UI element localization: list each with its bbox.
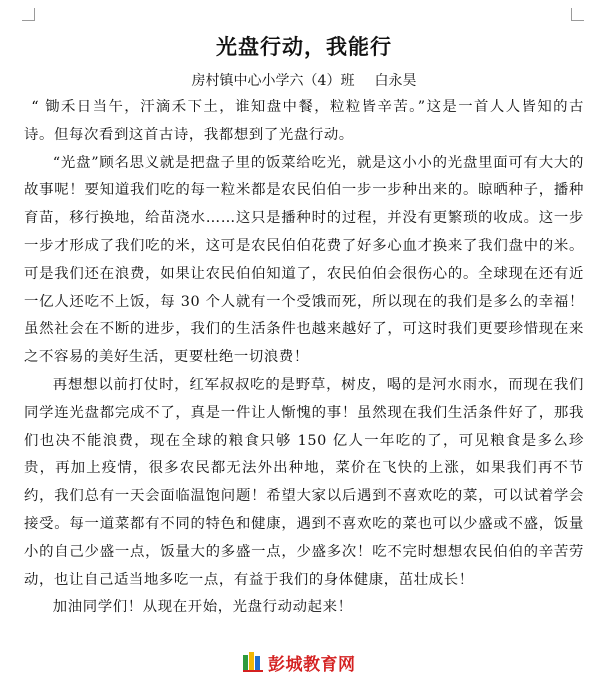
paragraph-1: “ 锄禾日当午，汗滴禾下土，谁知盘中餐，粒粒皆辛苦。”这是一首人人皆知的古诗。但每次看到这首古诗，我都想到了光盘行动。 xyxy=(24,99,584,143)
byline-school-class: 房村镇中心小学六（4）班 xyxy=(191,73,355,89)
paragraph-2: “光盘”顾名思义就是把盘子里的饭菜给吃光，就是这小小的光盘里面可有大大的故事呢！要知道我们吃的每一粒米都是农民伯伯一步一步种出来的。晾晒种子，播种育苗，移行换地，给苗浇水……这只是播种时的过程，并没有更繁琐的收成。这一步一步才形成了我们吃的米，这可是农民伯伯花费了好多心血才换来了我们盘中的米。可是我们还在浪费，如果让农民伯伯知道了，农民伯伯会很伤心的。全球现在还有近一亿人还吃不上饭，每 30 个人就有一个受饿而死，所以现在的我们是多么的幸福！虽然社会在不断的进步，我们的生活条件也越来越好了，可这时我们更要珍惜现在来之不容易的美好生活，更要杜绝一切浪费！ xyxy=(24,154,584,366)
paragraph-4: 加油同学们！从现在开始，光盘行动动起来！ xyxy=(52,599,353,616)
page-corner-mark-top-right xyxy=(571,8,584,21)
document-title: 光盘行动，我能行 xyxy=(216,34,392,59)
site-watermark xyxy=(242,650,356,674)
paragraph-3: 再想想以前打仗时，红军叔叔吃的是野草，树皮，喝的是河水雨水，而现在我们同学连光盘都完成不了，真是一件让人惭愧的事！虽然现在我们生活条件好了，那我们也决不能浪费，现在全球的粮食只够 150 亿人一年吃的了，可见粮食是多么珍贵，再加上疫情，很多农民都无法外出种地，菜价在飞快的上涨，如果我们再不节约，我们总有一天会面临温饱问题！希望大家以后遇到不喜欢吃的菜，可以试着学会接受。每一道菜都有不同的特色和健康，遇到不喜欢吃的菜也可以少盛或不盛，饭量小的自己少盛一点，饭量大的多盛一点，少盛多次！吃不完时想想农民伯伯的辛苦劳动，也让自己适当地多吃一点，有益于我们的身体健康，茁壮成长！ xyxy=(24,376,584,588)
byline xyxy=(24,68,584,94)
watermark-text: 彭城教育网 xyxy=(268,654,356,675)
colored-books-icon xyxy=(242,651,264,673)
page-corner-mark-top-left xyxy=(22,8,35,21)
byline-author: 白永昊 xyxy=(374,73,417,89)
document-page xyxy=(24,30,584,622)
